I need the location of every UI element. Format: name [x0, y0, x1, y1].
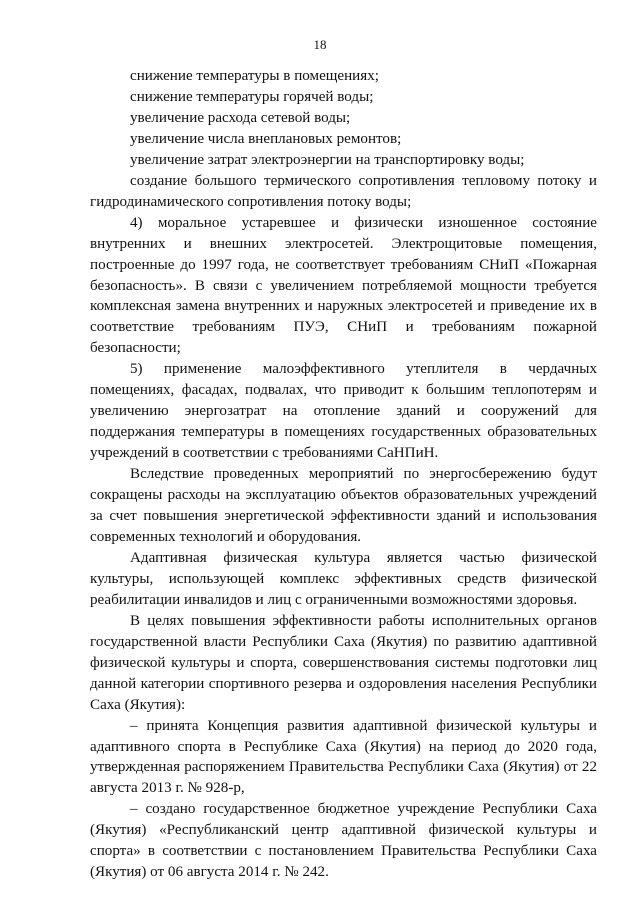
document-body	[90, 66, 597, 883]
paragraph: увеличение затрат электроэнергии на транспортировку воды;	[130, 151, 525, 168]
paragraph: В целях повышения эффективности работы исполнительных органов государственной власти Республики Саха (Якутия) по развитию адаптивной физической культуры и спорта, совершенствования системы подготовки лиц данной категории спортивного резерва и оздоровления населения Республики Саха (Якутия):	[90, 612, 597, 713]
paragraph: – принята Концепция развития адаптивной физической культуры и адаптивного спорта в Республике Саха (Якутия) на период до 2020 года, утвержденная распоряжением Правительства Республики Саха (Якутия) от 22 августа 2013 г. № 928-р,	[90, 717, 597, 797]
page-number: 18	[313, 37, 327, 52]
paragraph: снижение температуры горячей воды;	[130, 88, 374, 105]
paragraph: 4) моральное устаревшее и физически изношенное состояние внутренних и внешних электросетей. Электрощитовые помещения, построенные до 1997 года, не соответствует требованиям СНиП «Пожарная безопасность». В связи с увеличением потребляемой мощности требуется комплексная замена внутренних и наружных электросетей и приведение их в соответствие требованиям ПУЭ, СНиП и требованиям пожарной безопасности;	[90, 214, 597, 357]
paragraph: – создано государственное бюджетное учреждение Республики Саха (Якутия) «Республиканский центр адаптивной физической культуры и спорта» в соответствии с постановлением Правительства Республики Саха (Якутия) от 06 августа 2014 г. № 242.	[90, 801, 597, 881]
paragraph: увеличение расхода сетевой воды;	[130, 109, 351, 126]
paragraph: Вследствие проведенных мероприятий по энергосбережению будут сокращены расходы на эксплуатацию объектов образовательных учреждений за счет повышения энергетической эффективности зданий и использования современных технологий и оборудования.	[90, 466, 597, 545]
paragraph: снижение температуры в помещениях;	[130, 68, 379, 84]
paragraph: увеличение числа внеплановых ремонтов;	[130, 130, 402, 147]
paragraph: 5) применение малоэффективного утеплителя в чердачных помещениях, фасадах, подвалах, что приводит к большим теплопотерям и увеличению энергозатрат на отопление зданий и сооружений для поддержания температуры в помещениях государственных образовательных учреждений в соответствии с требованиями СаНПиН.	[90, 361, 597, 462]
paragraph: создание большого термического сопротивления тепловому потоку и гидродинамического сопротивления потоку воды;	[90, 172, 597, 210]
paragraph: Адаптивная физическая культура является частью физической культуры, использующей комплекс эффективных средств физической реабилитации инвалидов и лиц с ограниченными возможностями здоровья.	[90, 549, 597, 608]
